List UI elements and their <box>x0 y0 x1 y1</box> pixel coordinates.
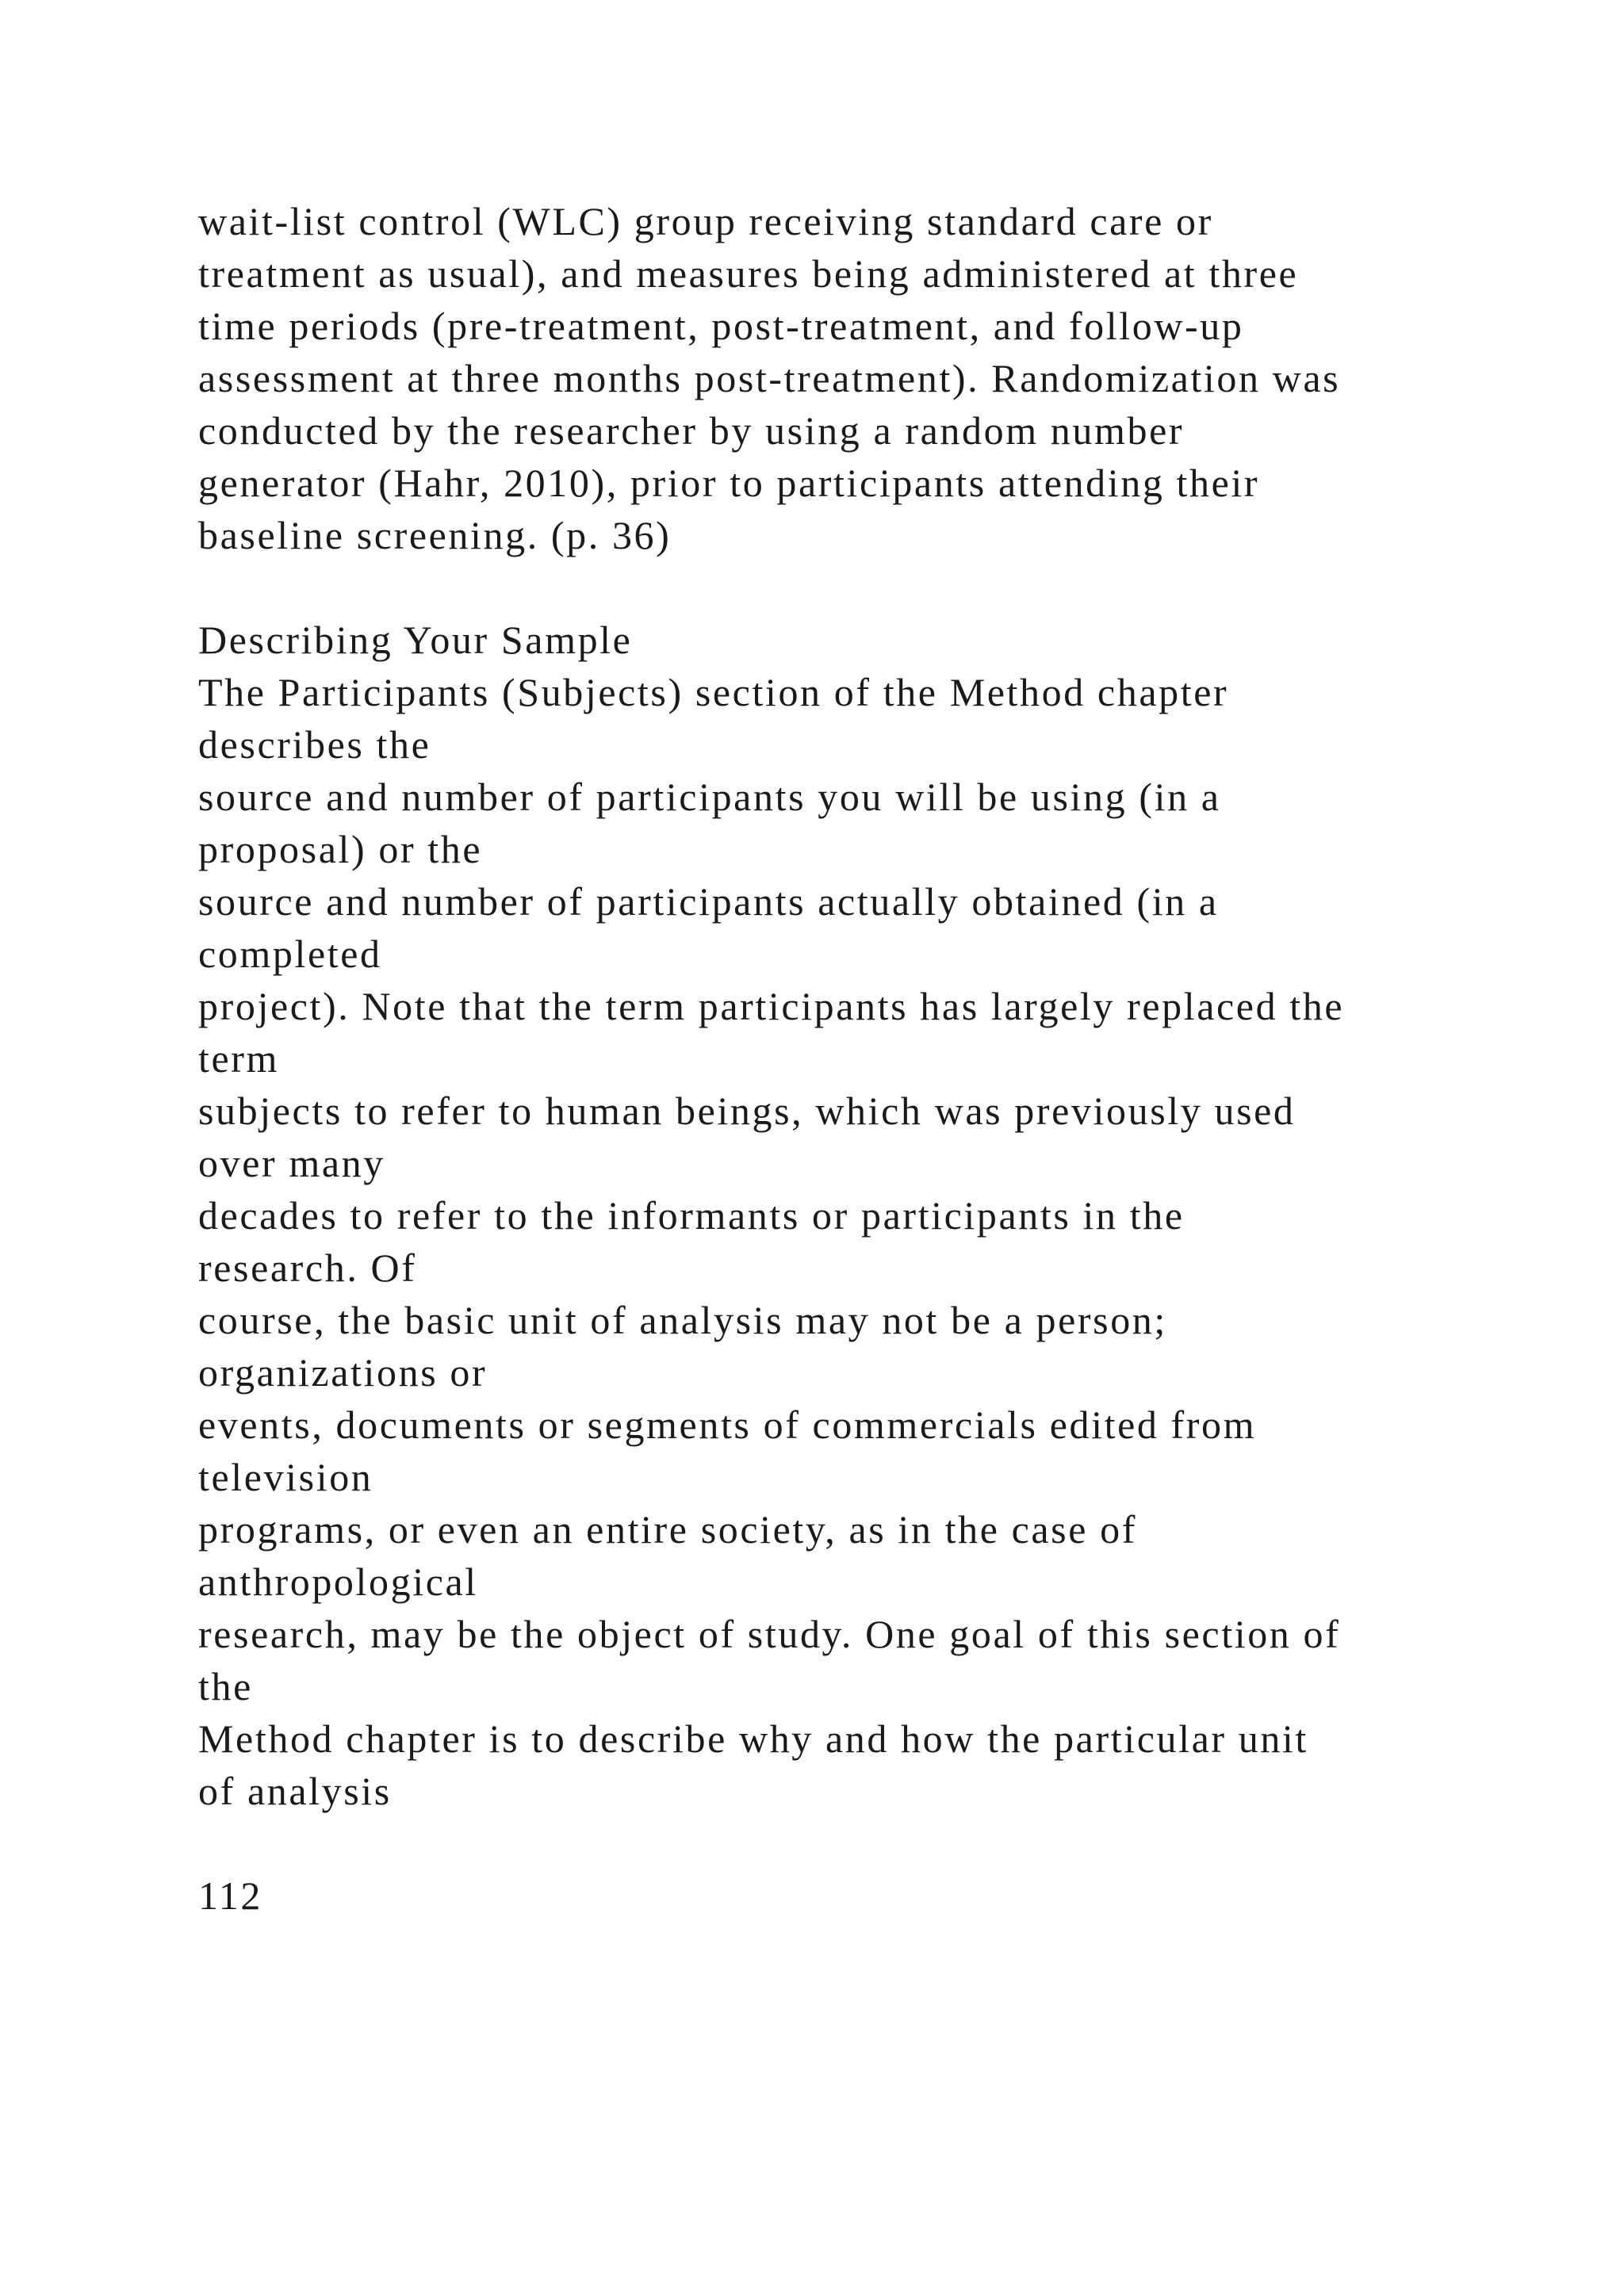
page-number-text: 112 <box>198 1873 262 1918</box>
text-line: events, documents or segments of commercials edited from <box>198 1402 1257 1447</box>
text-line: time periods (pre-treatment, post-treatment, and follow-up <box>198 304 1244 348</box>
text-line: wait-list control (WLC) group receiving standard care or <box>198 199 1213 243</box>
text-line: Method chapter is to describe why and how the particular unit <box>198 1716 1308 1761</box>
text-line: programs, or even an entire society, as in the case of <box>198 1507 1137 1552</box>
text-line: The Participants (Subjects) section of the Method chapter <box>198 670 1229 714</box>
page-number <box>198 1869 1546 1922</box>
text-line: of analysis <box>198 1769 392 1813</box>
text-line: television <box>198 1455 373 1499</box>
text-line: baseline screening. (p. 36) <box>198 513 672 557</box>
section-heading: Describing Your Sample <box>198 618 633 662</box>
text-line: research. Of <box>198 1246 417 1290</box>
text-line: term <box>198 1036 280 1081</box>
text-line: decades to refer to the informants or participants in the <box>198 1193 1185 1238</box>
text-line: project). Note that the term participants has largely replaced the <box>198 984 1345 1028</box>
text-line: completed <box>198 932 382 976</box>
intro-paragraph <box>198 195 1546 561</box>
text-line: course, the basic unit of analysis may not be a person; <box>198 1298 1167 1342</box>
text-line: organizations or <box>198 1350 488 1395</box>
text-line: proposal) or the <box>198 827 483 871</box>
text-line: describes the <box>198 722 431 767</box>
text-line: treatment as usual), and measures being administered at three <box>198 251 1299 296</box>
text-line: over many <box>198 1141 385 1185</box>
text-line: subjects to refer to human beings, which was previously used <box>198 1089 1296 1133</box>
text-line: assessment at three months post-treatment). Randomization was <box>198 356 1341 400</box>
text-line: the <box>198 1664 253 1709</box>
text-line: generator (Hahr, 2010), prior to participants attending their <box>198 461 1260 505</box>
participants-section <box>198 614 1546 1817</box>
text-line: research, may be the object of study. One goal of this section of <box>198 1612 1341 1656</box>
text-line: source and number of participants actually obtained (in a <box>198 879 1219 924</box>
text-line: conducted by the researcher by using a random number <box>198 408 1185 453</box>
text-line: anthropological <box>198 1559 478 1604</box>
text-line: source and number of participants you will be using (in a <box>198 775 1221 819</box>
